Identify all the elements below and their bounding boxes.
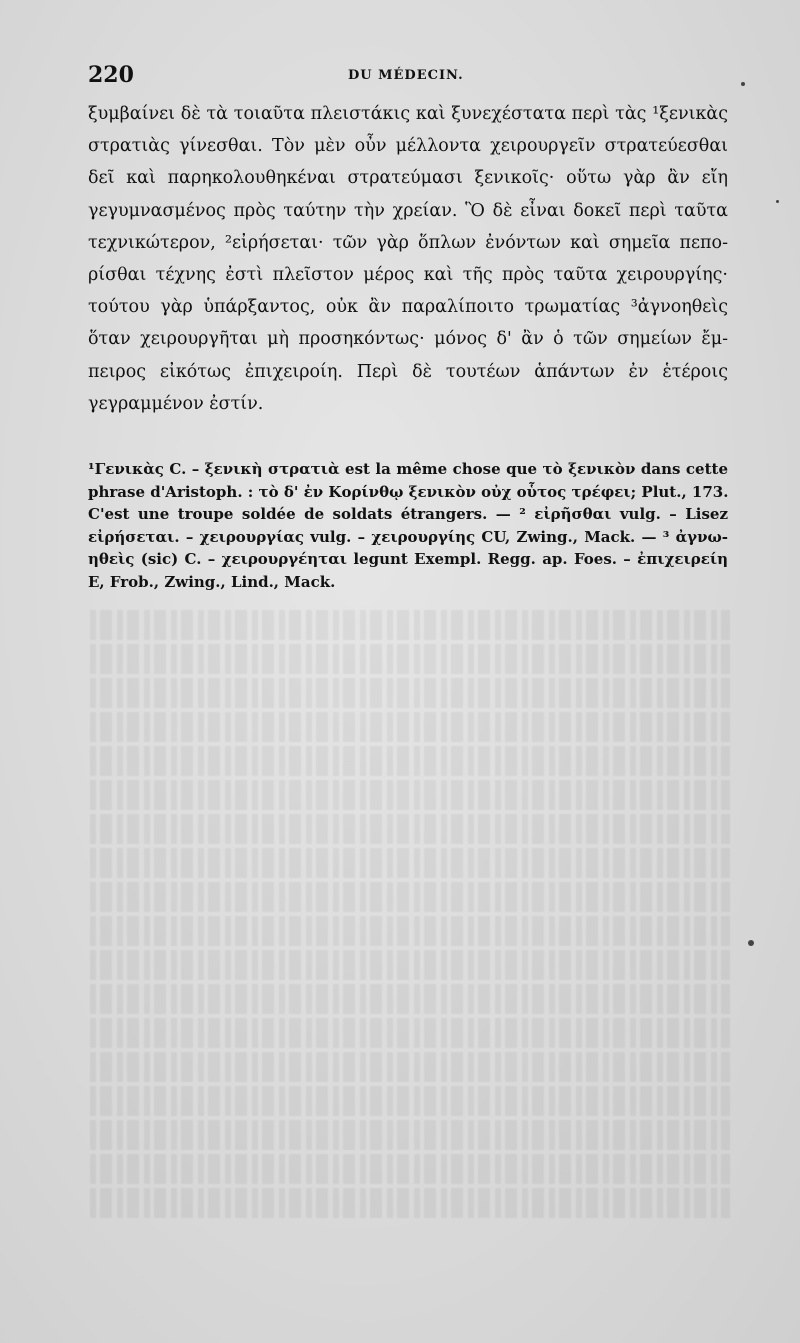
footnote-line: εἰρήσεται. – χειρουργίας vulg. – χειρουργίης CU, Zwing., Mack. — ³ ἀγνω- — [88, 527, 728, 546]
bleed-through-texture — [90, 610, 730, 1222]
footnote-line: E, Frob., Zwing., Lind., Mack. — [88, 572, 336, 591]
footnote-line: ¹Γενικὰς C. – ξενικὴ στρατιὰ est la même chose que τὸ ξενικὸν dans cette — [88, 460, 728, 478]
footnote-line: C'est une troupe soldée de soldats étrangers. — ² εἰρῆσθαι vulg. – Lisez — [88, 505, 728, 523]
text-line: ὅταν χειρουργῆται μὴ προσηκόντως· μόνος δ' ἂν ὁ τῶν σημείων ἔμ- — [88, 329, 728, 350]
paper-speck — [741, 82, 745, 86]
text-line: ρίσθαι τέχνης ἐστὶ πλεῖστον μέρος καὶ τῆς πρὸς ταῦτα χειρουργίης· — [88, 265, 728, 286]
paper-speck — [748, 940, 754, 946]
text-line: τεχνικώτερον, ²εἰρήσεται· τῶν γὰρ ὅπλων ἐνόντων καὶ σημεῖα πεπο- — [88, 232, 728, 253]
footnotes — [88, 458, 728, 593]
text-line: γεγυμνασμένος πρὸς ταύτην τὴν χρείαν. Ὃ δὲ εἶναι δοκεῖ περὶ ταῦτα — [88, 200, 728, 221]
footnote-line: phrase d'Aristoph. : τὸ δ' ἐν Κορίνθῳ ξενικὸν οὐχ οὗτος τρέφει; Plut., 173. — [88, 482, 729, 501]
page-number: 220 — [88, 62, 134, 88]
text-line: δεῖ καὶ παρηκολουθηκέναι στρατεύμασι ξενικοῖς· οὕτω γὰρ ἂν εἴη — [88, 168, 728, 189]
text-line: ξυμβαίνει δὲ τὰ τοιαῦτα πλειστάκις καὶ ξυνεχέστατα περὶ τὰς ¹ξενικὰς — [88, 104, 728, 124]
main-greek-text — [88, 98, 728, 420]
paper-speck — [776, 200, 779, 203]
footnote-line: ηθεὶς (sic) C. – χειρουργέηται legunt Exempl. Regg. ap. Foes. – ἐπιχειρείη — [88, 550, 728, 568]
text-line: πειρος εἰκότως ἐπιχειροίη. Περὶ δὲ τουτέων ἁπάντων ἐν ἑτέροις — [88, 361, 728, 382]
running-head: DU MÉDECIN. — [348, 68, 464, 83]
text-line: τούτου γὰρ ὑπάρξαντος, οὐκ ἂν παραλίποιτο τρωματίας ³ἀγνοηθεὶς — [88, 297, 728, 318]
text-line: στρατιὰς γίνεσθαι. Τὸν μὲν οὖν μέλλοντα χειρουργεῖν στρατεύεσθαι — [88, 136, 728, 157]
page-header — [88, 62, 728, 92]
text-line: γεγραμμένον ἐστίν. — [88, 393, 264, 414]
